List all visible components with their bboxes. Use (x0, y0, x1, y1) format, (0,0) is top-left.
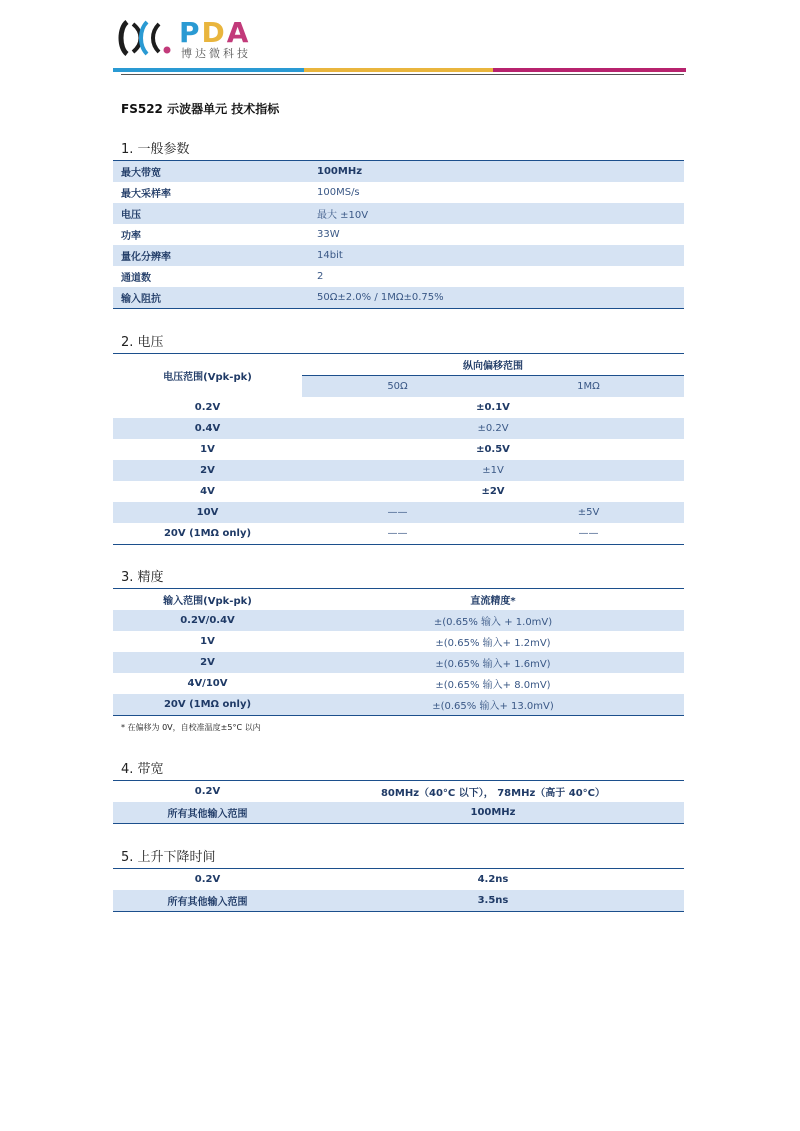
range-cell: 所有其他输入范围 (113, 890, 302, 912)
param-value: 100MHz (309, 161, 684, 182)
section-rise-fall-time (113, 848, 684, 912)
accuracy-cell: ±(0.65% 输入+ 1.6mV) (302, 652, 684, 673)
param-value: 最大 ±10V (309, 203, 684, 224)
param-label: 输入阻抗 (113, 287, 309, 309)
table-row (113, 869, 684, 890)
accuracy-table (113, 589, 684, 716)
table-row (113, 203, 684, 224)
param-value: 2 (317, 271, 324, 282)
param-label: 最大采样率 (121, 189, 171, 200)
header-divider (121, 74, 684, 75)
bandwidth-cell: 100MHz (302, 802, 684, 824)
table-row (113, 481, 684, 502)
table-header-row (113, 589, 684, 610)
table-row (113, 439, 684, 460)
table-row (113, 418, 684, 439)
offset-1m-cell: —— (578, 528, 599, 539)
offset-cell: ±0.2V (302, 418, 684, 439)
offset-cell: ±0.1V (476, 402, 510, 413)
table-row (113, 694, 684, 716)
section-voltage (113, 333, 684, 545)
range-cell: 1V (200, 444, 215, 455)
range-cell: 20V (1MΩ only) (163, 528, 252, 539)
accuracy-footnote: * 在偏移为 0V，自校准温度±5°C 以内 (121, 723, 261, 732)
offset-50-cell: —— (387, 528, 408, 539)
section-bandwidth (113, 760, 684, 824)
section-accuracy (113, 568, 684, 733)
column-header-offset: 纵向偏移范围 (302, 354, 684, 376)
rise-fall-table (113, 869, 684, 912)
bandwidth-cell: 80MHz（40°C 以下）， 78MHz（高于 40°C） (380, 788, 606, 799)
section-title: 3. 精度 (113, 568, 684, 589)
voltage-table (113, 354, 684, 545)
table-row (113, 652, 684, 673)
column-header-1mohm: 1MΩ (493, 376, 684, 398)
range-cell: 0.2V/0.4V (113, 610, 302, 631)
param-label: 功率 (121, 231, 141, 242)
param-label: 通道数 (121, 273, 151, 284)
range-cell: 0.2V (194, 874, 221, 885)
rise-time-cell: 4.2ns (477, 874, 509, 885)
general-params-table (113, 161, 684, 309)
range-cell: 2V (113, 460, 302, 481)
range-cell: 0.2V (194, 402, 221, 413)
bandwidth-table (113, 781, 684, 824)
range-cell: 0.2V (194, 786, 221, 797)
range-cell: 4V (200, 486, 215, 497)
page-header (113, 14, 686, 74)
section-title: 5. 上升下降时间 (113, 848, 684, 869)
brand-subtitle: 博达微科技 (181, 47, 251, 60)
table-row (113, 287, 684, 309)
table-row (113, 802, 684, 824)
rise-time-cell: 3.5ns (302, 890, 684, 912)
param-value: 100MS/s (317, 187, 360, 198)
range-cell: 20V (1MΩ only) (113, 694, 302, 716)
offset-cell: ±1V (302, 460, 684, 481)
accuracy-cell: ±(0.65% 输入+ 1.2mV) (435, 638, 551, 649)
brand-letter-d: D (201, 16, 227, 49)
range-cell: 1V (200, 636, 215, 647)
table-row (113, 460, 684, 481)
table-row (113, 224, 684, 245)
header-bar-magenta (493, 68, 686, 72)
brand-letter-a: A (226, 16, 251, 49)
offset-1m-cell: ±5V (493, 502, 684, 523)
table-row (113, 245, 684, 266)
column-header-range: 输入范围(Vpk-pk) (163, 596, 252, 607)
table-row (113, 631, 684, 652)
range-cell: 4V/10V (187, 678, 228, 689)
accuracy-cell: ±(0.65% 输入+ 13.0mV) (302, 694, 684, 716)
section-title: 1. 一般参数 (113, 140, 684, 161)
table-row (113, 182, 684, 203)
company-logo-icon (113, 18, 175, 58)
range-cell: 10V (113, 502, 302, 523)
param-label: 量化分辨率 (113, 245, 309, 266)
header-bar-blue (113, 68, 304, 72)
accuracy-cell: ±(0.65% 输入+ 8.0mV) (435, 680, 551, 691)
column-header-range: 电压范围(Vpk-pk) (163, 372, 252, 383)
range-cell: 2V (113, 652, 302, 673)
param-label: 最大带宽 (113, 161, 309, 182)
section-title: 2. 电压 (113, 333, 684, 354)
table-row (113, 781, 684, 802)
document-title: FS522 示波器单元 技术指标 (121, 102, 280, 116)
table-row (113, 890, 684, 912)
param-value: 14bit (309, 245, 684, 266)
range-cell: 0.4V (113, 418, 302, 439)
param-label: 电压 (113, 203, 309, 224)
param-value: 33W (317, 229, 340, 240)
offset-50-cell: —— (302, 502, 493, 523)
table-header-row (113, 354, 684, 376)
header-bar-yellow (304, 68, 493, 72)
offset-cell: ±0.5V (476, 444, 510, 455)
table-row (113, 266, 684, 287)
table-row (113, 673, 684, 694)
offset-cell: ±2V (481, 486, 505, 497)
table-row (113, 502, 684, 523)
table-row (113, 610, 684, 631)
table-row (113, 523, 684, 545)
table-row (113, 397, 684, 418)
brand-letter-p: P (179, 16, 202, 49)
column-header-accuracy: 直流精度* (470, 596, 516, 607)
section-general-params (113, 140, 684, 309)
range-cell: 所有其他输入范围 (113, 802, 302, 824)
param-value: 50Ω±2.0% / 1MΩ±0.75% (309, 287, 684, 309)
table-row (113, 161, 684, 182)
section-title: 4. 带宽 (113, 760, 684, 781)
accuracy-cell: ±(0.65% 输入 + 1.0mV) (302, 610, 684, 631)
column-header-50ohm: 50Ω (302, 376, 493, 398)
